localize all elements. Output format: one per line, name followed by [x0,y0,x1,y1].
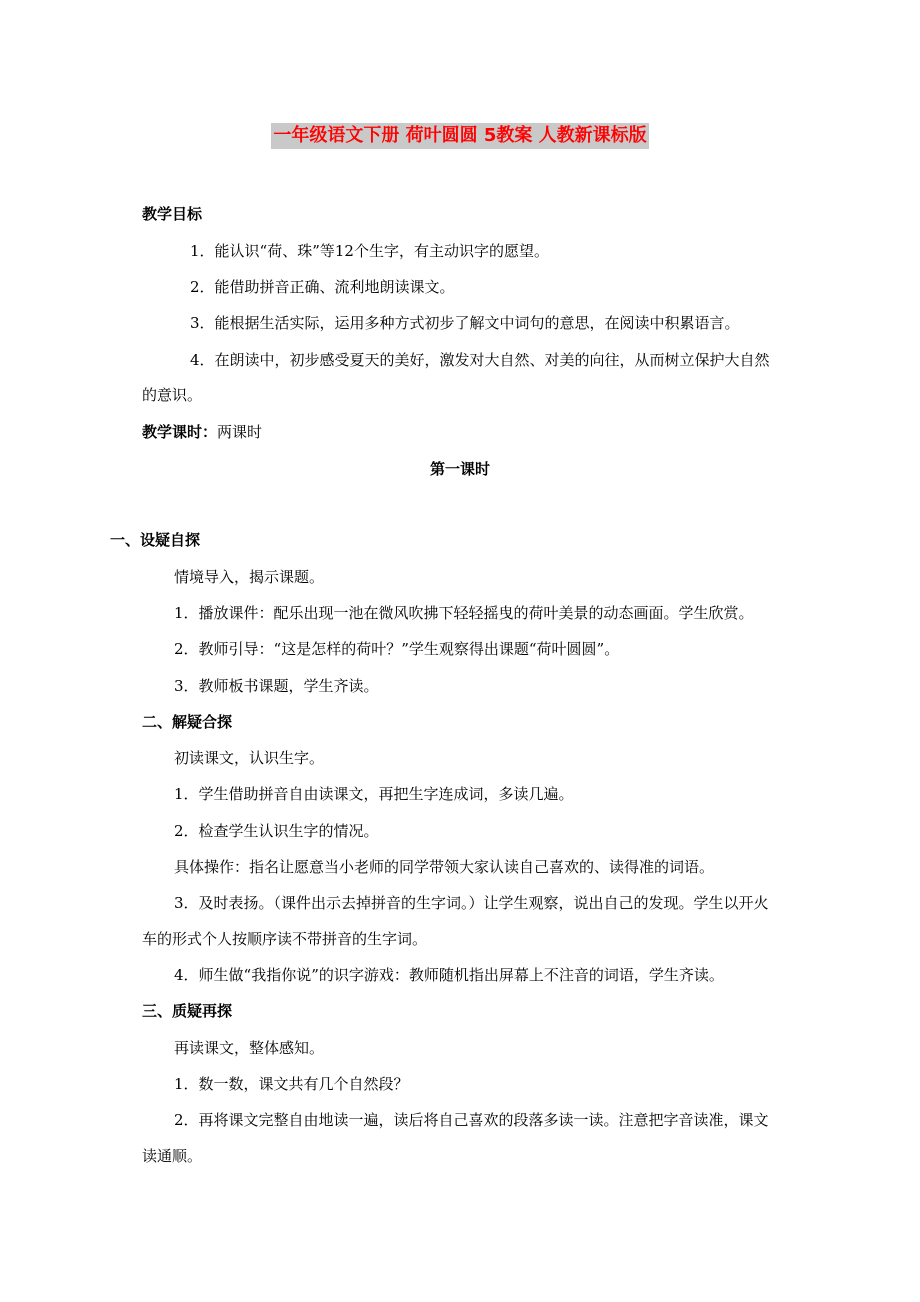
body-line: 情境导入，揭示课题。 [174,568,325,586]
body-line: 3．教师板书课题，学生齐读。 [174,677,379,695]
teaching-hours-value: 两课时 [217,423,263,441]
section-heading: 二、解疑合探 [142,713,233,731]
goals-heading: 教学目标 [142,205,203,223]
body-line: 初读课文，认识生字。 [174,749,325,767]
body-line: 1．播放课件：配乐出现一池在微风吹拂下轻轻摇曳的荷叶美景的动态画面。学生欣赏。 [174,604,754,622]
body-line: 1．学生借助拼音自由读课文，再把生字连成词，多读几遍。 [174,785,574,803]
body-line: 2．教师引导：“这是怎样的荷叶？”学生观察得出课题“荷叶圆圆”。 [174,640,620,658]
body-line: 3．及时表扬。（课件出示去掉拼音的生字词。）让学生观察，说出自己的发现。学生以开火 [174,894,769,912]
body-line: 具体操作：指名让愿意当小老师的同学带领大家认读自己喜欢的、读得准的词语。 [174,858,715,876]
title-container [0,123,920,149]
body-line: 1．数一数，课文共有几个自然段？ [174,1075,409,1093]
body-line: 4．师生做“我指你说”的识字游戏：教师随机指出屏幕上不注音的词语，学生齐读。 [174,966,724,984]
section-heading: 三、质疑再探 [142,1002,233,1020]
body-line: 2．再将课文完整自由地读一遍，读后将自己喜欢的段落多读一读。注意把字音读准，课文 [174,1111,769,1129]
teaching-hours [142,422,262,442]
body-line-continued: 读通顺。 [142,1147,203,1165]
teaching-hours-label: 教学课时： [142,423,218,441]
body-line-continued: 车的形式个人按顺序读不带拼音的生字词。 [142,930,428,948]
goal-line: 1．能认识“荷、珠”等12个生字，有主动识字的愿望。 [190,242,549,260]
body-line: 2．检查学生认识生字的情况。 [174,822,379,840]
goal-line: 4．在朗读中，初步感受夏天的美好，激发对大自然、对美的向往，从而树立保护大自然 [190,351,770,369]
lesson-heading: 第一课时 [429,460,490,478]
goal-line: 3．能根据生活实际，运用多种方式初步了解文中词句的意思，在阅读中积累语言。 [190,314,740,332]
goal-line-continued: 的意识。 [142,386,203,404]
section-heading: 一、设疑自探 [110,531,201,549]
document-title: 一年级语文下册 荷叶圆圆 5教案 人教新课标版 [271,123,648,149]
goal-line: 2．能借助拼音正确、流利地朗读课文。 [190,278,455,296]
body-line: 再读课文，整体感知。 [174,1039,325,1057]
